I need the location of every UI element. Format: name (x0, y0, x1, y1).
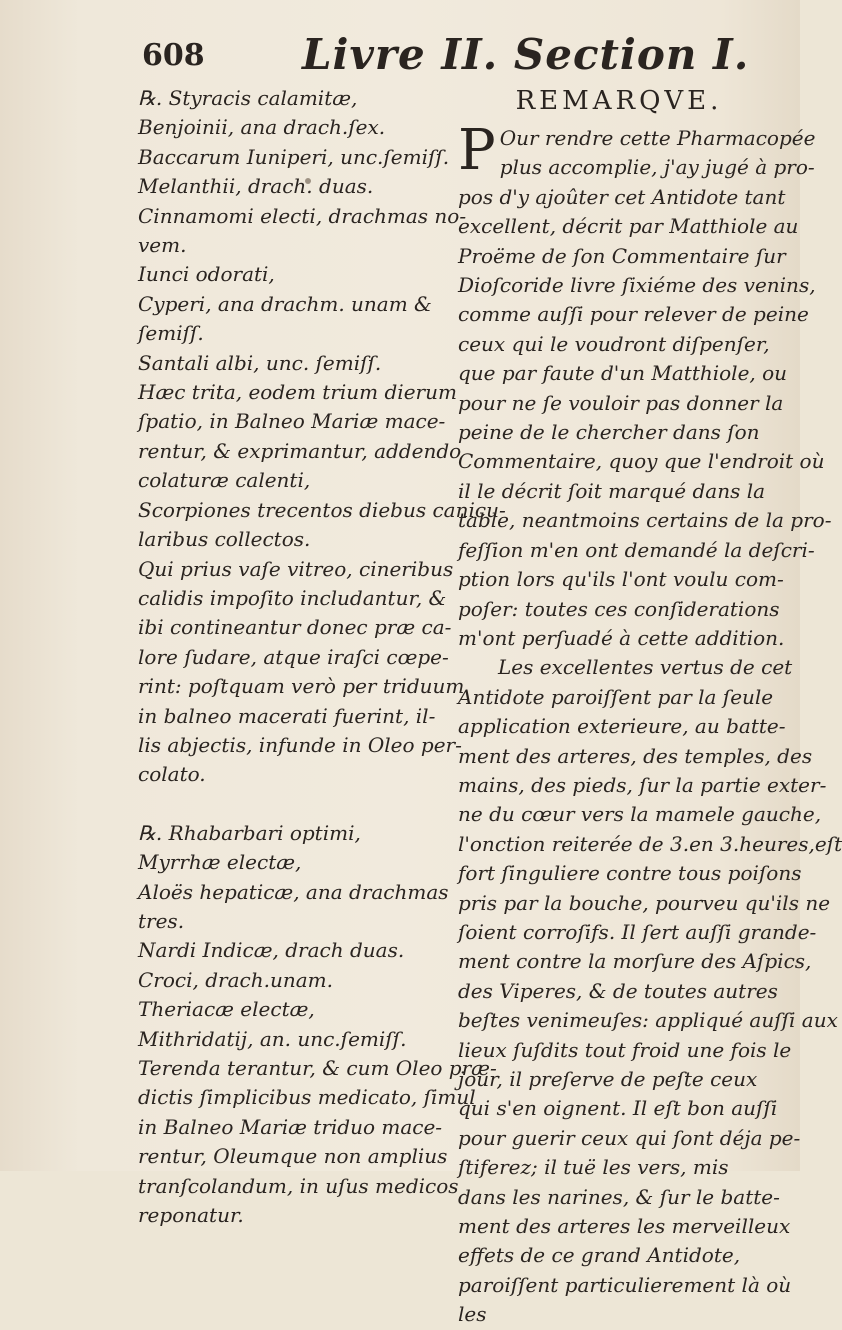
drop-cap: P (458, 118, 496, 183)
text-line: Cinnamomi electi, drachmas no- (138, 203, 467, 228)
text-line: ibi contineantur donec præ ca- (138, 615, 452, 640)
text-line: dans les narines, & ſur le batte- (458, 1184, 780, 1209)
text-line: Proëme de ſon Commentaire ſur (458, 243, 786, 268)
text-line: ceux qui le voudront diſpenſer, (458, 331, 770, 356)
text-line: peine de le chercher dans ſon (458, 420, 760, 445)
text-line: Cyperi, ana drachm. unam & (138, 291, 432, 316)
text-line: in Balneo Mariæ triduo mace- (138, 1114, 443, 1139)
text-line: des Viperes, & de toutes autres (458, 978, 778, 1003)
text-line: comme auſſi pour relever de peine (458, 302, 809, 327)
text-line: qui s'en oignent. Il eſt bon auſſi (458, 1096, 778, 1121)
text-line: poſer: toutes ces conſiderations (458, 596, 780, 621)
text-line: effets de ce grand Antidote, (458, 1243, 741, 1268)
text-line: ſpatio, in Balneo Mariæ mace- (138, 409, 446, 434)
text-line: ment des arteres les merveilleux (458, 1214, 791, 1239)
text-line: calidis impoſito includantur, & (138, 585, 447, 610)
text-line: Iunci odorati, (138, 262, 275, 287)
text-line: Croci, drach.unam. (138, 967, 333, 992)
text-line: Commentaire, quoy que l'endroit où (458, 449, 825, 474)
text-line: Terenda terantur, & cum Oleo præ- (138, 1056, 497, 1080)
text-line: rint: poſtquam verò per triduum (138, 674, 465, 699)
text-line: ℞. Rhabarbari optimi, (138, 820, 361, 845)
text-line: Mithridatij, an. unc.ſemiſſ. (138, 1026, 407, 1051)
text-line: les (458, 1302, 487, 1327)
text-line: fort ſinguliere contre tous poiſons (458, 861, 802, 886)
text-line: pour guerir ceux qui ſont déja pe- (458, 1125, 801, 1150)
text-line: ment contre la morſure des Aſpics, (458, 949, 812, 974)
text-line: ment des arteres, des temples, des (458, 743, 813, 768)
text-line (138, 790, 438, 819)
text-line: ne du cœur vers la mamele gauche, (458, 802, 822, 827)
text-line: pour ne ſe vouloir pas donner la (458, 390, 784, 415)
text-line: ption lors qu'ils l'ont voulu com- (458, 567, 784, 592)
text-line: reponatur. (138, 1203, 244, 1228)
text-line: paroiſſent particulierement là où (458, 1272, 792, 1297)
text-line: lieux ſuſdits tout froid une fois le (458, 1037, 792, 1062)
text-line: Antidote paroiſſent par la ſeule (458, 684, 774, 709)
text-line: l'onction reiterée de 3.en 3.heures,eſt (458, 831, 842, 856)
page-number: 608 (142, 38, 205, 73)
right-column-remarque (458, 84, 842, 1330)
text-line: table, neantmoins certains de la pro- (458, 508, 832, 533)
text-line: beſtes venimeuſes: appliqué auſſi aux (458, 1008, 838, 1033)
text-line: Theriacæ electæ, (138, 997, 315, 1022)
remarque-title: REMARQVE. (515, 86, 723, 116)
text-line: Dioſcoride livre ſixiéme des venins, (458, 273, 816, 298)
text-line: colato. (138, 762, 206, 787)
text-line: plus accomplie, j'ay jugé à pro- (499, 155, 815, 180)
text-line: Nardi Indicæ, drach duas. (138, 938, 405, 963)
text-line: pos d'y ajoûter cet Antidote tant (458, 184, 786, 209)
text-line: rentur, Oleumque non amplius (138, 1144, 448, 1169)
text-line: il le décrit ſoit marqué dans la (458, 478, 766, 503)
text-line: lis abjectis, infunde in Oleo per- (138, 732, 462, 757)
text-line: Scorpiones trecentos diebus canicu- (138, 497, 506, 522)
text-line: tranſcolandum, in uſus medicos (138, 1173, 459, 1198)
text-line: laribus collectos. (138, 527, 311, 552)
text-line: tres. (138, 908, 185, 933)
text-line: que par faute d'un Matthiole, ou (458, 361, 788, 386)
text-line: excellent, décrit par Matthiole au (458, 214, 799, 239)
text-line: m'ont perſuadé à cette addition. (458, 625, 785, 650)
text-line: mains, des pieds, ſur la partie exter- (458, 772, 827, 797)
text-line: Les excellentes vertus de cet (498, 655, 793, 680)
left-column-recipe (138, 84, 506, 1230)
text-line: vem. (138, 233, 187, 258)
text-line: Baccarum Iuniperi, unc.ſemiſſ. (138, 144, 450, 169)
text-line: application exterieure, au batte- (458, 714, 786, 739)
text-line: jour, il preſerve de peſte ceux (458, 1067, 758, 1091)
text-line: feſſion m'en ont demandé la deſcri- (458, 537, 815, 562)
text-line: Myrrhæ electæ, (138, 850, 302, 875)
text-line: Aloës hepaticæ, ana drachmas (138, 879, 449, 904)
page-header (142, 30, 782, 90)
text-line: ℞. Styracis calamitæ, (138, 86, 358, 110)
text-line: Benjoinii, ana drach.ſex. (138, 115, 386, 140)
text-line: ſtiferez; il tuë les vers, mis (458, 1155, 729, 1180)
text-line: lore ſudare, atque iraſci cœpe- (138, 644, 449, 669)
text-line: colaturæ calenti, (138, 468, 311, 493)
text-line: ſoient corroſifs. Il ſert auſſi grande- (458, 919, 817, 944)
text-line: Santali albi, unc. ſemiſſ. (138, 350, 382, 375)
text-line: pris par la bouche, pourveu qu'ils ne (458, 890, 831, 915)
text-line: Our rendre cette Pharmacopée (499, 126, 816, 150)
text-line: in balneo macerati fuerint, il- (138, 703, 436, 728)
text-line: dictis ſimplicibus medicato, ſimul (138, 1085, 476, 1110)
text-line: Melanthii, drach. duas. (138, 174, 374, 199)
remarque-paragraph-1 (458, 118, 832, 653)
text-line: ſemiſſ. (138, 321, 204, 346)
running-head: Livre II. Section I. (302, 30, 750, 79)
text-line: Qui prius vaſe vitreo, cineribus (138, 556, 454, 581)
text-line: Hæc trita, eodem trium dierum (138, 380, 457, 405)
text-line: rentur, & exprimantur, addendo (138, 438, 462, 463)
remarque-paragraph-2 (458, 653, 842, 1329)
